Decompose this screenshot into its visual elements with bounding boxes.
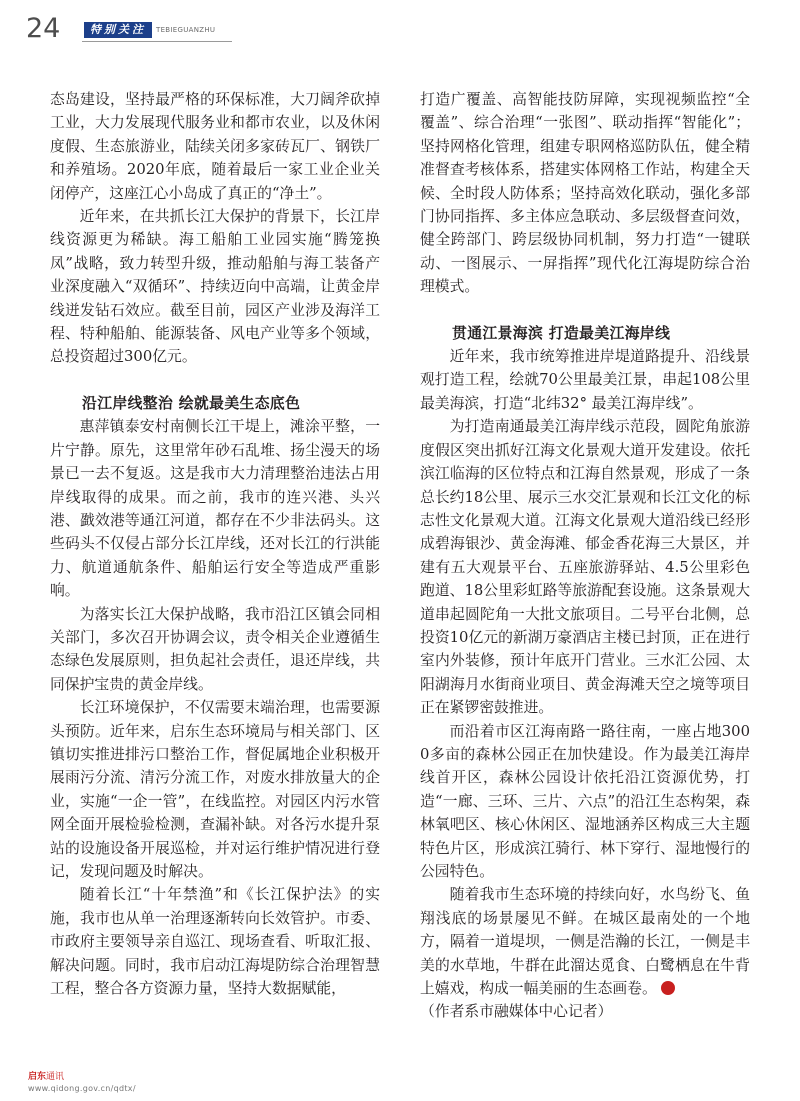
brand-name: 启东 <box>28 1072 47 1082</box>
paragraph: 惠萍镇泰安村南侧长江干堤上，滩涂平整，一片宁静。原先，这里常年砂石乱堆、扬尘漫天的场景已一去不复返。这是我市大力清理整治违法占用岸线取得的成果。而之前，我市的连兴港、头兴港、戤效港等通江河道，都存在不少非法码头。这些码头不仅侵占部分长江岸线，还对长江的行洪能力、航道通航条件、船舶运行安全等造成严重影响。 <box>50 418 380 600</box>
paragraph: 近年来，在共抓长江大保护的背景下，长江岸线资源更为稀缺。海工船舶工业园实施“腾笼换凤”战略，致力转型升级，推动船舶与海工装备产业深度融入“双循环”、持续迈向中高端，让黄金岸线迸发钻石效应。截至目前，园区产业涉及海洋工程、特种船舶、能源装备、风电产业等多个领域，总投资超过300亿元。 <box>50 208 380 366</box>
header-divider <box>82 41 232 42</box>
paragraph-text: 随着我市生态环境的持续向好，水鸟纷飞、鱼翔浅底的场景屡见不鲜。在城区最南处的一个地方，隔着一道堤坝，一侧是浩瀚的长江，一侧是丰美的水草地，牛群在此溜达觅食、白鹭栖息在牛背上嬉戏，构成一幅美丽的生态画卷。 <box>420 886 750 998</box>
author-byline: （作者系市融媒体中心记者） <box>420 1003 613 1021</box>
paragraph: 为落实长江大保护战略，我市沿江区镇会同相关部门，多次召开协调会议，责令相关企业遵循生态绿色发展原则，担负起社会责任，退还岸线，共同保护宝贵的黄金岸线。 <box>50 605 380 693</box>
page-number: 24 <box>26 13 61 44</box>
footer-url[interactable]: www.qidong.gov.cn/qdtx/ <box>28 1084 136 1093</box>
page-footer <box>28 1072 328 1094</box>
left-column <box>50 88 380 1000</box>
right-column <box>420 88 750 1024</box>
paragraph-final <box>420 883 750 1000</box>
footer-brand <box>28 1072 328 1083</box>
column-tag: 特别关注 <box>84 22 152 38</box>
brand-suffix: 通讯 <box>46 1072 65 1082</box>
paragraph: 随着长江“十年禁渔”和《长江保护法》的实施，我市也从单一治理逐渐转向长效管护。市委、市政府主要领导亲自巡江、现场查看、听取汇报、解决问题。同时，我市启动江海堤防综合治理智慧工程，整合各方资源力量，坚持大数据赋能， <box>50 886 380 998</box>
paragraph: 态岛建设，坚持最严格的环保标准，大刀阔斧砍掉工业，大力发展现代服务业和都市农业，以及休闲度假、生态旅游业，陆续关闭多家砖瓦厂、钢铁厂和养殖场。2020年底，随着最后一家工业企业关闭停产，这座江心小岛成了真正的“净土”。 <box>50 91 380 202</box>
column-pinyin: TEBIEGUANZHU <box>156 26 216 34</box>
paragraph: 近年来，我市统筹推进岸堤道路提升、沿线景观打造工程，绘就70公里最美江景，串起108公里最美海滨，打造“北纬32° 最美江海岸线”。 <box>420 348 750 412</box>
paragraph: 长江环境保护，不仅需要末端治理，也需要源头预防。近年来，启东生态环境局与相关部门、区镇切实推进排污口整治工作，督促属地企业积极开展雨污分流、清污分流工作，对废水排放量大的企业，实施“一企一管”，在线监控。对园区内污水管网全面开展检验检测，查漏补缺。对各污水提升泵站的设施设备开展巡检，并对运行维护情况进行登记，发现问题及时解决。 <box>50 699 380 880</box>
section-heading: 沿江岸线整治 绘就最美生态底色 <box>82 394 301 412</box>
paragraph: 为打造南通最美江海岸线示范段，圆陀角旅游度假区突出抓好江海文化景观大道开发建设。依托滨江临海的区位特点和江海自然景观，形成了一条总长约18公里、展示三水交汇景观和长江文化的标志性文化景观大道。江海文化景观大道沿线已经形成碧海银沙、黄金海滩、郁金香花海三大景区，并建有五大观景平台、五座旅游驿站、4.5公里彩色跑道、18公里彩虹路等旅游配套设施。这条景观大道串起圆陀角一大批文旅项目。二号平台北侧，总投资10亿元的新湖万豪酒店主楼已封顶，正在进行室内外装修，预计年底开门营业。三水汇公园、太阳湖海月水街商业项目、黄金海滩天空之境等项目正在紧锣密鼓推进。 <box>420 418 750 717</box>
paragraph: 而沿着市区江海南路一路往南，一座占地3000多亩的森林公园正在加快建设。作为最美江海岸线首开区，森林公园设计依托沿江资源优势，打造“一廊、三环、三片、六点”的沿江生态构架，森林氧吧区、核心休闲区、湿地涵养区构成三大主题特色片区，形成滨江骑行、林下穿行、湿地慢行的公园特色。 <box>420 722 750 880</box>
page-header <box>26 14 786 54</box>
paragraph: 打造广覆盖、高智能技防屏障，实现视频监控“全覆盖”、综合治理“一张图”、联动指挥“智能化”；坚持网格化管理，组建专职网格巡防队伍，健全精准督查考核体系，搭建实体网格工作站，构建全天候、全时段人防体系；坚持高效化联动，强化多部门协同指挥、多主体应急联动、多层级督查问效，健全跨部门、跨层级协同机制，努力打造“一键联动、一图展示、一屏指挥”现代化江海堤防综合治理模式。 <box>420 91 750 296</box>
section-heading: 贯通江景海滨 打造最美江海岸线 <box>452 324 671 342</box>
end-seal-icon <box>661 981 675 995</box>
